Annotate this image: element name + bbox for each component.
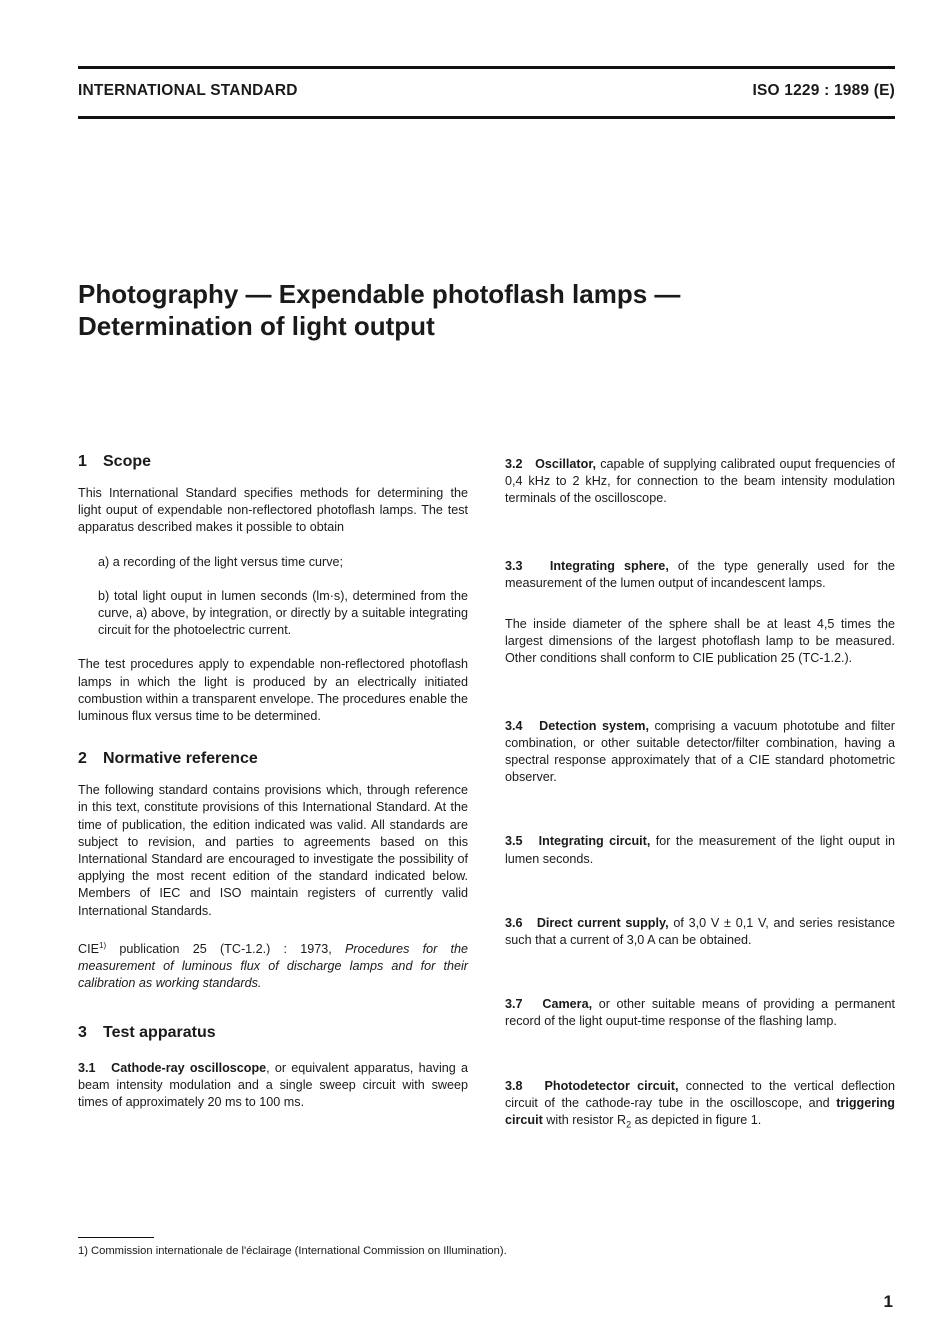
clause-number: 3.2 <box>505 457 523 471</box>
clause-number: 3.3 <box>505 558 523 573</box>
clause-text-3: as depicted in figure 1. <box>631 1113 762 1128</box>
section-number: 1 <box>78 453 87 470</box>
clause-3-3 <box>505 558 895 592</box>
page-number: 1 <box>883 1292 893 1311</box>
clause-term: Camera, <box>542 997 593 1012</box>
section-number: 2 <box>78 750 87 768</box>
clause-term: Direct current supply, <box>536 915 669 930</box>
scope-item-b: b) total light ouput in lumen seconds (lm·s), determined from the curve, a) above, by integration, or directly by a suitable integrating circuit for the photoelectric current. <box>98 588 468 638</box>
right-column <box>505 456 895 1134</box>
clause-term: Cathode-ray oscilloscope <box>111 1060 267 1075</box>
cie-mid: publication 25 (TC-1.2.) : 1973, <box>106 942 345 957</box>
normative-paragraph: The following standard contains provisions which, through reference in this text, constitute provisions of this International Standard. At the time of publication, the edition indicated was valid. All standards are subject to revision, and parties to agreements based on this International Standard are encouraged to investigate the possibility of applying the most recent edition of the standard indicated below. Members of IEC and ISO maintain registers of currently valid International Standards. <box>78 783 468 918</box>
footnote: 1) Commission internationale de l'éclairage (International Commission on Illumination). <box>78 1245 507 1257</box>
clause-text: or other suitable means of providing a permanent record of the light ouput-time response of the flashing lamp. <box>505 997 895 1029</box>
clause-text: comprising a vacuum phototube and filter combination, or other suitable detector/filter combination, having a spectral response approximately that of a CIE standard photometric observer. <box>505 718 895 785</box>
header-right: ISO 1229 : 1989 (E) <box>752 82 895 99</box>
clause-term: Oscillator, <box>535 457 597 471</box>
clause-term: Integrating circuit, <box>538 834 651 849</box>
clause-text: of the type generally used for the measurement of the lumen output of incandescent lamps. <box>505 558 895 590</box>
clause-number: 3.7 <box>505 997 523 1012</box>
section-2-heading <box>78 749 468 769</box>
clause-3-5 <box>505 833 895 867</box>
clause-term: Photodetector circuit, <box>544 1078 679 1093</box>
section-title: Test apparatus <box>103 1023 216 1041</box>
clause-text: of 3,0 V ± 0,1 V, and series resistance such that a current of 3,0 A can be obtained. <box>505 915 896 948</box>
header-bottom-rule <box>78 116 895 119</box>
footnote-marker: 1) <box>99 940 107 950</box>
section-title: Normative reference <box>103 750 258 768</box>
clause-text: , or equivalent apparatus, having a beam intensity modulation and a single sweep circuit with sweep times of approximately 20 ms to 100 ms. <box>78 1060 468 1110</box>
title-line-2: Determination of light output <box>78 311 435 341</box>
section-3-heading <box>78 1023 468 1043</box>
clause-text: connected to the vertical deflection circuit of the cathode-ray tube in the oscilloscope, and <box>505 1078 895 1110</box>
cie-title: Procedures for the measurement of luminous flux of discharge lamps and for their calibration as working standards. <box>78 942 469 991</box>
footnote-rule <box>78 1237 154 1238</box>
title-line-1: Photography — Expendable photoflash lamps — <box>78 279 681 309</box>
clause-number: 3.5 <box>505 834 523 849</box>
subscript: 2 <box>626 1119 632 1130</box>
scope-paragraph-1: This International Standard specifies methods for determining the light ouput of expendable non-reflectored photoflash lamps. The test apparatus described makes it possible to obtain <box>78 486 468 535</box>
clause-number: 3.8 <box>505 1078 523 1093</box>
cie-prefix: CIE <box>78 942 99 957</box>
clause-text: for the measurement of the light ouput in lumen seconds. <box>505 834 895 866</box>
clause-3-4 <box>505 718 895 787</box>
scope-paragraph-2: The test procedures apply to expendable non-reflectored photoflash lamps in which the light is produced by an electrically initiated combustion within a transparent envelope. The procedures enable the luminous flux versus time to be determined. <box>78 657 468 724</box>
header-left: INTERNATIONAL STANDARD <box>78 82 298 99</box>
clause-term: Detection system, <box>539 718 649 733</box>
clause-3-6 <box>505 915 895 949</box>
clause-3-1 <box>78 1060 468 1112</box>
clause-text: capable of supplying calibrated ouput frequencies of 0,4 kHz to 2 kHz, for connection to the beam intensity modulation terminals of the oscilloscope. <box>505 457 895 506</box>
clause-term-2: triggering circuit <box>505 1095 895 1128</box>
cie-reference <box>78 937 468 993</box>
section-title: Scope <box>103 453 152 470</box>
scope-item-a: a) a recording of the light versus time curve; <box>98 554 343 569</box>
clause-number: 3.4 <box>505 718 523 733</box>
clause-number: 3.1 <box>78 1060 96 1075</box>
clause-3-7 <box>505 996 895 1030</box>
left-column <box>78 452 468 1111</box>
clause-3-2 <box>505 456 895 508</box>
clause-number: 3.6 <box>505 915 523 930</box>
section-number: 3 <box>78 1023 87 1041</box>
clause-3-8 <box>505 1078 895 1134</box>
clause-term: Integrating sphere, <box>549 558 669 573</box>
section-1-heading <box>78 452 468 472</box>
document-title <box>78 278 878 342</box>
clause-text-2: with resistor R <box>542 1113 627 1128</box>
header-top-rule <box>78 66 895 69</box>
clause-3-3-paragraph-2: The inside diameter of the sphere shall be at least 4,5 times the largest dimensions of the largest photoflash lamp to be measured. Other conditions shall conform to CIE publication 25 (TC-1.2.). <box>505 617 895 666</box>
